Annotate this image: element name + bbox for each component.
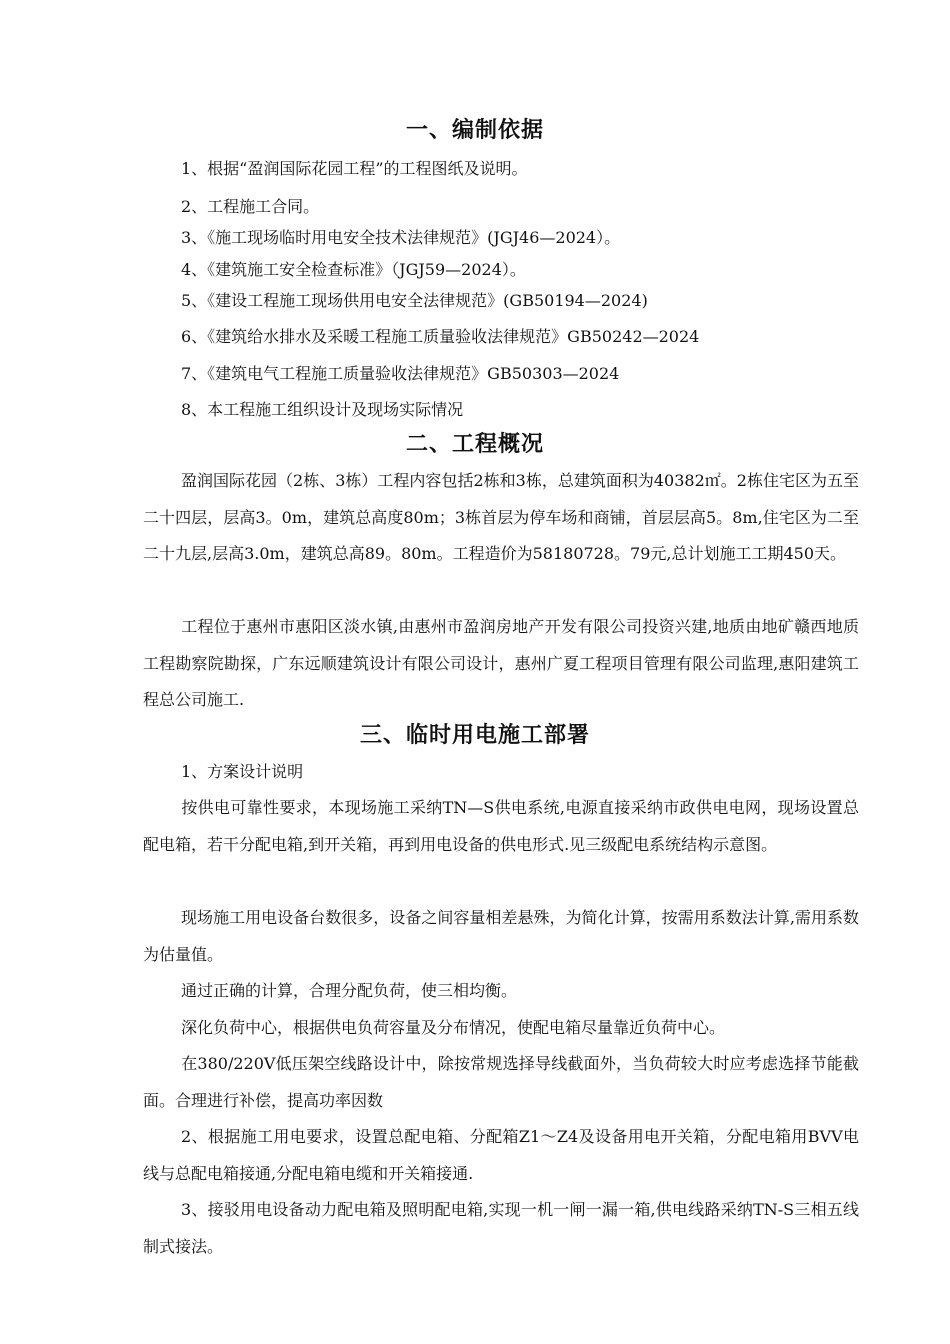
deployment-paragraph-3-text: 通过正确的计算，合理分配负荷，使三相均衡。	[181, 981, 518, 1000]
basis-item-3: 3、《施工现场临时用电安全技术法律规范》(JGJ46—2024）。	[181, 228, 621, 247]
deployment-paragraph-6-text: 2、根据施工用电要求，设置总配电箱、分配箱Z1～Z4及设备用电开关箱，分配电箱用BVV电线与总配电箱接通,分配电箱电缆和开关箱接通.	[143, 1127, 859, 1183]
deployment-paragraph-3	[143, 973, 859, 1010]
deployment-paragraph-4-text: 深化负荷中心，根据供电负荷容量及分布情况，使配电箱尽量靠近负荷中心。	[181, 1018, 726, 1037]
deployment-paragraph-7-text: 3、接驳用电设备动力配电箱及照明配电箱,实现一机一闸一漏一箱,供电线路采纳TN-S三相五线制式接法。	[143, 1200, 859, 1256]
basis-item-4: 4、《建筑施工安全检查标准》（JGJ59—2024）。	[181, 260, 526, 279]
overview-paragraph-1-text: 盈润国际花园（2栋、3栋）工程内容包括2栋和3栋，总建筑面积为40382㎡。2栋住宅区为五至二十四层，层高3。0m，建筑总高度80m；3栋首层为停车场和商铺，首层层高5。8m,住宅区为二至二十九层,层高3.0m，建筑总高89。80m。工程造价为58180728。79元,总计划施工工期450天。	[143, 471, 859, 563]
overview-paragraph-2	[143, 609, 859, 719]
section-heading-deployment: 三、临时用电施工部署	[359, 723, 590, 748]
deployment-subheading-1	[143, 754, 859, 791]
basis-item-8: 8、本工程施工组织设计及现场实际情况	[181, 400, 464, 419]
basis-item-1: 1、根据“盈润国际花园工程”的工程图纸及说明。	[181, 159, 528, 178]
deployment-paragraph-5	[143, 1046, 859, 1119]
overview-paragraph-2-text: 工程位于惠州市惠阳区淡水镇,由惠州市盈润房地产开发有限公司投资兴建,地质由地矿赣西地质工程勘察院勘探，广东远顺建筑设计有限公司设计，惠州广夏工程项目管理有限公司监理,惠阳建筑工程总公司施工.	[143, 617, 859, 709]
basis-item-5: 5、《建设工程施工现场供用电安全法律规范》(GB50194—2024)	[181, 291, 648, 310]
deployment-paragraph-2	[143, 900, 859, 973]
deployment-paragraph-5-text: 在380/220V低压架空线路设计中，除按常规选择导线截面外，当负荷较大时应考虑选择节能截面。合理进行补偿，提高功率因数	[143, 1054, 859, 1110]
basis-item-2: 2、工程施工合同。	[181, 197, 320, 216]
deployment-paragraph-6	[143, 1119, 859, 1192]
deployment-paragraph-4	[143, 1010, 859, 1047]
section-heading-basis: 一、编制依据	[405, 118, 544, 143]
basis-item-7: 7、《建筑电气工程施工质量验收法律规范》GB50303—2024	[181, 364, 620, 383]
deployment-paragraph-1-text: 按供电可靠性要求，本现场施工采纳TN—S供电系统,电源直接采纳市政供电电网，现场设置总配电箱，若干分配电箱,到开关箱，再到用电设备的供电形式.见三级配电系统结构示意图。	[143, 798, 859, 854]
deployment-paragraph-7	[143, 1192, 859, 1265]
deployment-subheading-1-text: 1、方案设计说明	[181, 762, 304, 781]
basis-item-6: 6、《建筑给水排水及采暖工程施工质量验收法律规范》GB50242—2024	[181, 327, 700, 346]
deployment-paragraph-1	[143, 790, 859, 863]
overview-paragraph-1	[143, 463, 859, 573]
deployment-paragraph-2-text: 现场施工用电设备台数很多，设备之间容量相差悬殊，为简化计算，按需用系数法计算,需用系数为估量值。	[143, 908, 859, 964]
section-heading-overview: 二、工程概况	[405, 432, 544, 457]
